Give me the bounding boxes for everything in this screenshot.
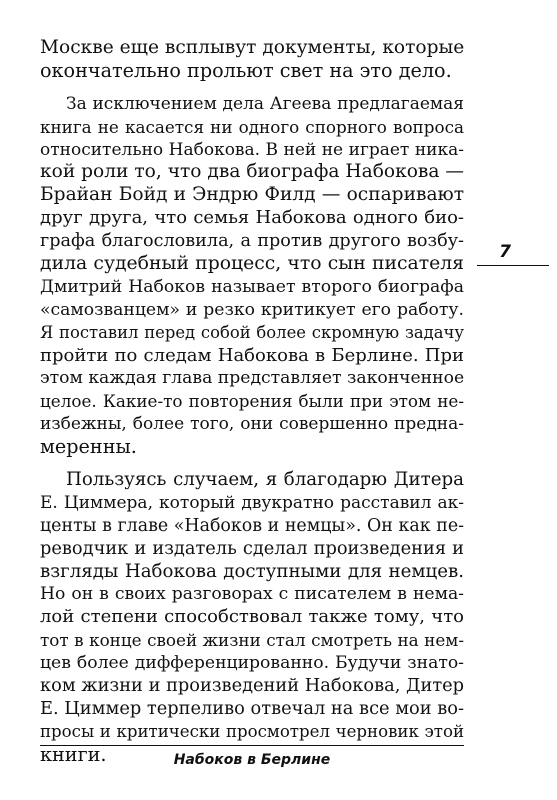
text-line: Я поставил перед собой более скромную задачу	[40, 322, 464, 342]
text-line: Е. Циммер терпеливо отвечал на все мои во-	[40, 697, 464, 719]
footer-rule	[40, 745, 464, 746]
text-line: меренны.	[40, 435, 137, 459]
text-line: пройти по следам Набокова в Берлине. При	[40, 344, 464, 366]
text-line: центы в главе «Набоков и немцы». Он как пе-	[40, 515, 464, 536]
text-line: окончательно прольют свет на это дело.	[40, 58, 452, 82]
text-line: графа благословила, а против другого возбу-	[40, 231, 464, 252]
text-line: Е. Циммера, который двукратно расставил ак-	[40, 492, 464, 513]
text-line: лой степени способствовал также тому, что	[40, 606, 464, 628]
body-text	[40, 37, 464, 767]
text-line: ком жизни и произведений Набокова, Дитер	[40, 675, 465, 697]
text-line: тот в конце своей жизни стал смотреть на нем-	[40, 630, 464, 651]
text-line: взгляды Набокова доступными для немцев.	[40, 560, 464, 582]
text-line: книги.	[40, 742, 107, 766]
text-line: Брайан Бойд и Эндрю Филд — оспаривают	[40, 184, 464, 206]
text-line: друг друга, что семья Набокова одного био-	[40, 207, 464, 229]
text-line: Дмитрий Набоков называет второго биографа	[40, 276, 464, 297]
text-line: книга не касается ни одного спорного вопроса	[40, 116, 464, 137]
text-line: реводчик и издатель сделал произведения и	[40, 537, 464, 559]
paragraph-1	[40, 37, 464, 83]
text-line: Москве еще всплывут документы, которые	[40, 37, 465, 58]
text-line: этом каждая глава представляет законченное	[40, 368, 465, 389]
running-footer-title: Набоков в Берлине	[173, 752, 331, 768]
text-line: «самозванцем» и резко критикует его работу.	[40, 299, 464, 320]
paragraph-3	[40, 469, 464, 767]
page-number: 7	[499, 242, 511, 262]
text-line: избежны, более того, они совершенно предна-	[40, 414, 464, 435]
text-line: Но он в своих разговорах с писателем в нема-	[40, 584, 464, 605]
page-number-rule	[477, 265, 549, 266]
text-line: За исключением дела Агеева предлагаемая	[66, 93, 464, 114]
text-line: дила судебный процесс, что сын писателя	[40, 253, 464, 275]
text-line: относительно Набокова. В ней не играет ника-	[40, 139, 464, 160]
text-line: кой роли то, что два биографа Набокова —	[40, 161, 464, 183]
text-line: просы и критически просмотрел черновик этой	[40, 721, 464, 741]
text-line: Пользуясь случаем, я благодарю Дитера	[66, 469, 464, 491]
paragraph-2	[40, 93, 464, 459]
text-line: целое. Какие-то повторения были при этом не-	[40, 391, 464, 412]
text-line: цев более дифференцированно. Будучи знато-	[40, 653, 464, 674]
